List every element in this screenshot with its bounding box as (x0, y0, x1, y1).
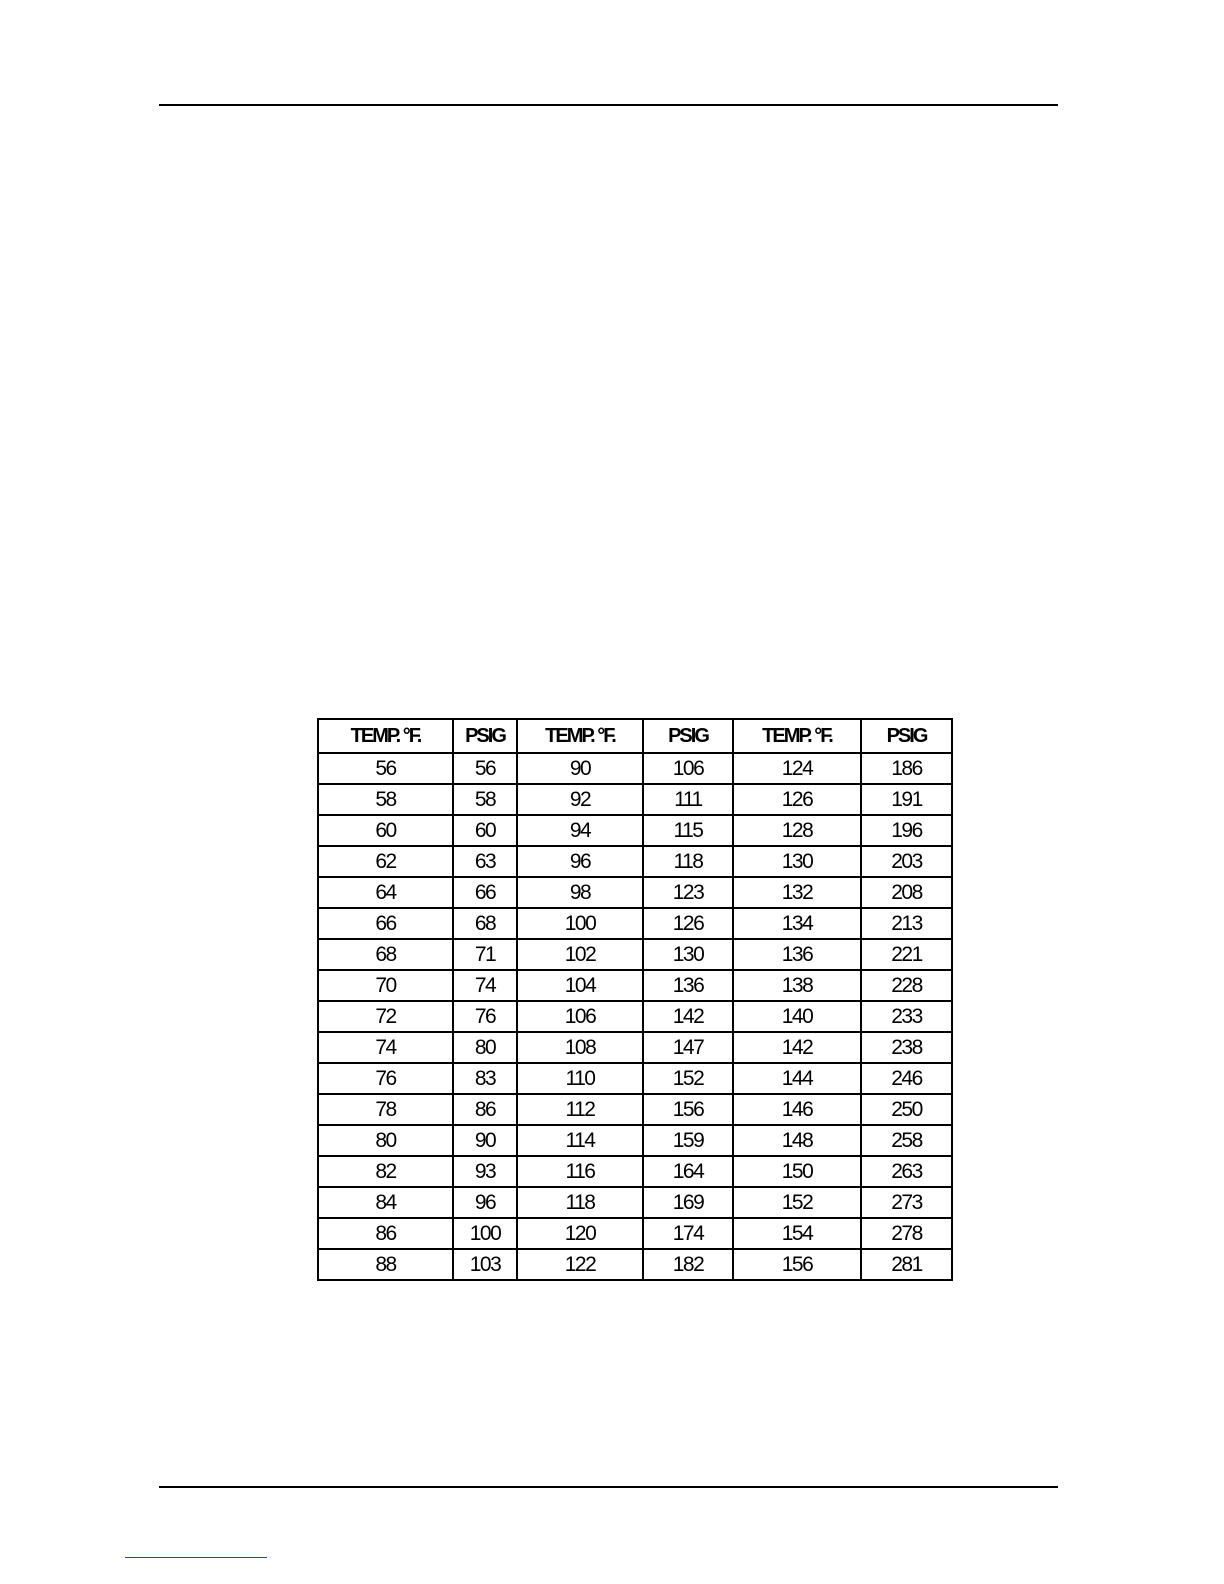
psig-cell: 106 (643, 753, 733, 784)
psig-cell: 228 (861, 970, 952, 1001)
temp-cell: 136 (733, 939, 861, 970)
temp-cell: 78 (318, 1094, 453, 1125)
psig-cell: 111 (643, 784, 733, 815)
temp-cell: 74 (318, 1032, 453, 1063)
temp-cell: 110 (517, 1063, 643, 1094)
psig-cell: 126 (643, 908, 733, 939)
psig-cell: 250 (861, 1094, 952, 1125)
psig-cell: 58 (453, 784, 517, 815)
psig-cell: 273 (861, 1187, 952, 1218)
table-row (318, 1094, 952, 1125)
temp-cell: 130 (733, 846, 861, 877)
table-row (318, 970, 952, 1001)
temp-cell: 92 (517, 784, 643, 815)
temp-cell: 68 (318, 939, 453, 970)
psig-column-header: PSIG (453, 719, 517, 753)
psig-cell: 66 (453, 877, 517, 908)
temp-cell: 128 (733, 815, 861, 846)
psig-cell: 63 (453, 846, 517, 877)
psig-cell: 83 (453, 1063, 517, 1094)
footer-rule (159, 1486, 1058, 1488)
temp-cell: 116 (517, 1156, 643, 1187)
temp-cell: 90 (517, 753, 643, 784)
psig-cell: 147 (643, 1032, 733, 1063)
table-row (318, 908, 952, 939)
temp-cell: 126 (733, 784, 861, 815)
table-row (318, 877, 952, 908)
psig-cell: 174 (643, 1218, 733, 1249)
temp-cell: 76 (318, 1063, 453, 1094)
temp-cell: 140 (733, 1001, 861, 1032)
table-row (318, 1249, 952, 1280)
psig-cell: 196 (861, 815, 952, 846)
temp-cell: 60 (318, 815, 453, 846)
temp-cell: 106 (517, 1001, 643, 1032)
psig-cell: 246 (861, 1063, 952, 1094)
psig-cell: 136 (643, 970, 733, 1001)
temp-cell: 146 (733, 1094, 861, 1125)
temp-cell: 98 (517, 877, 643, 908)
temperature-pressure-table (317, 718, 953, 1281)
psig-cell: 221 (861, 939, 952, 970)
psig-cell: 100 (453, 1218, 517, 1249)
table-header-row (318, 719, 952, 753)
psig-cell: 152 (643, 1063, 733, 1094)
psig-cell: 80 (453, 1032, 517, 1063)
psig-cell: 76 (453, 1001, 517, 1032)
temp-cell: 144 (733, 1063, 861, 1094)
footer-link-underline (125, 1557, 267, 1558)
temp-cell: 114 (517, 1125, 643, 1156)
table-row (318, 784, 952, 815)
psig-cell: 186 (861, 753, 952, 784)
temp-cell: 150 (733, 1156, 861, 1187)
psig-cell: 74 (453, 970, 517, 1001)
table-row (318, 753, 952, 784)
temp-cell: 70 (318, 970, 453, 1001)
temp-cell: 66 (318, 908, 453, 939)
psig-cell: 191 (861, 784, 952, 815)
temp-cell: 132 (733, 877, 861, 908)
table-row (318, 1187, 952, 1218)
temp-column-header: TEMP. °F. (733, 719, 861, 753)
temp-cell: 72 (318, 1001, 453, 1032)
temp-cell: 154 (733, 1218, 861, 1249)
temp-column-header: TEMP. °F. (517, 719, 643, 753)
table-row (318, 815, 952, 846)
temp-cell: 156 (733, 1249, 861, 1280)
table-body (318, 753, 952, 1280)
temp-cell: 134 (733, 908, 861, 939)
psig-cell: 213 (861, 908, 952, 939)
psig-cell: 164 (643, 1156, 733, 1187)
psig-cell: 56 (453, 753, 517, 784)
psig-cell: 281 (861, 1249, 952, 1280)
table-row (318, 1032, 952, 1063)
temp-cell: 80 (318, 1125, 453, 1156)
temp-cell: 58 (318, 784, 453, 815)
psig-cell: 86 (453, 1094, 517, 1125)
temp-cell: 122 (517, 1249, 643, 1280)
temp-column-header: TEMP. °F. (318, 719, 453, 753)
psig-cell: 123 (643, 877, 733, 908)
temp-cell: 120 (517, 1218, 643, 1249)
psig-cell: 169 (643, 1187, 733, 1218)
table-row (318, 939, 952, 970)
temp-cell: 138 (733, 970, 861, 1001)
psig-cell: 93 (453, 1156, 517, 1187)
psig-cell: 278 (861, 1218, 952, 1249)
psig-cell: 96 (453, 1187, 517, 1218)
psig-cell: 142 (643, 1001, 733, 1032)
temp-cell: 84 (318, 1187, 453, 1218)
temp-cell: 108 (517, 1032, 643, 1063)
temp-cell: 148 (733, 1125, 861, 1156)
table-row (318, 1063, 952, 1094)
temp-cell: 152 (733, 1187, 861, 1218)
header-rule (159, 104, 1058, 106)
psig-cell: 115 (643, 815, 733, 846)
temp-cell: 88 (318, 1249, 453, 1280)
temp-cell: 104 (517, 970, 643, 1001)
psig-cell: 238 (861, 1032, 952, 1063)
temp-cell: 82 (318, 1156, 453, 1187)
temp-cell: 100 (517, 908, 643, 939)
psig-cell: 159 (643, 1125, 733, 1156)
table-row (318, 1218, 952, 1249)
temp-cell: 124 (733, 753, 861, 784)
temp-cell: 62 (318, 846, 453, 877)
temp-cell: 118 (517, 1187, 643, 1218)
temp-cell: 64 (318, 877, 453, 908)
psig-column-header: PSIG (861, 719, 952, 753)
psig-cell: 263 (861, 1156, 952, 1187)
psig-cell: 60 (453, 815, 517, 846)
psig-cell: 130 (643, 939, 733, 970)
psig-cell: 90 (453, 1125, 517, 1156)
psig-cell: 71 (453, 939, 517, 970)
temp-cell: 94 (517, 815, 643, 846)
psig-cell: 208 (861, 877, 952, 908)
psig-cell: 203 (861, 846, 952, 877)
table-row (318, 846, 952, 877)
temp-cell: 56 (318, 753, 453, 784)
temp-cell: 102 (517, 939, 643, 970)
psig-cell: 103 (453, 1249, 517, 1280)
psig-cell: 182 (643, 1249, 733, 1280)
table-row (318, 1156, 952, 1187)
psig-cell: 233 (861, 1001, 952, 1032)
temp-cell: 112 (517, 1094, 643, 1125)
psig-column-header: PSIG (643, 719, 733, 753)
temp-cell: 142 (733, 1032, 861, 1063)
psig-cell: 68 (453, 908, 517, 939)
psig-cell: 156 (643, 1094, 733, 1125)
table-row (318, 1125, 952, 1156)
psig-cell: 118 (643, 846, 733, 877)
psig-cell: 258 (861, 1125, 952, 1156)
table-row (318, 1001, 952, 1032)
temp-cell: 96 (517, 846, 643, 877)
temp-cell: 86 (318, 1218, 453, 1249)
